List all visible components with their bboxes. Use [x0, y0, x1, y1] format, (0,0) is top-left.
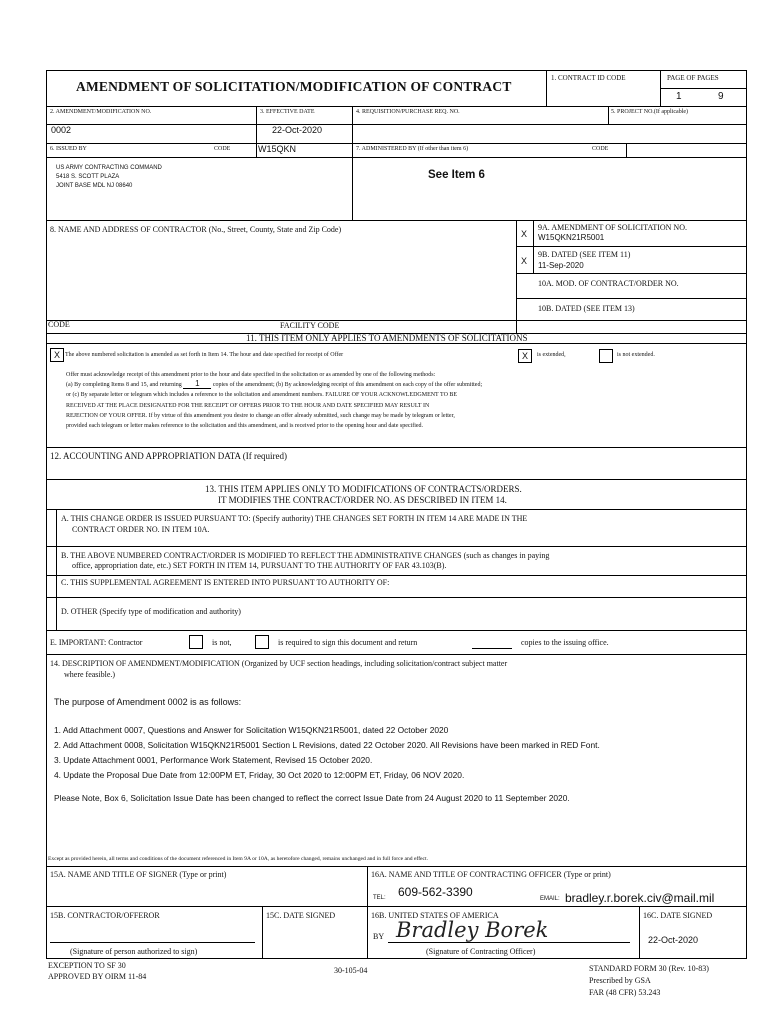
is-required-checkbox[interactable] — [255, 635, 269, 649]
important-label: E. IMPORTANT: Contractor — [50, 638, 143, 647]
effective-date-label: 3. EFFECTIVE DATE — [260, 109, 315, 115]
page-of-pages-label: PAGE OF PAGES — [667, 74, 719, 82]
is-not-label: is not, — [212, 638, 232, 647]
description-label-2: where feasible.) — [64, 670, 116, 679]
description-list — [54, 723, 600, 783]
instruction-line: (a) By completing Items 8 and 15, and returning 1 copies of the amendment; (b) By acknowledging receipt of this amendment on each copy of the offer submitted; — [66, 379, 483, 389]
item-13a-line2: CONTRACT ORDER NO. IN ITEM 10A. — [72, 525, 210, 534]
footer-form-code: 30-105-04 — [334, 966, 368, 975]
footer-exception: EXCEPTION TO SF 30 — [48, 961, 126, 970]
item-13c: C. THIS SUPPLEMENTAL AGREEMENT IS ENTERED INTO PURSUANT TO AUTHORITY OF: — [61, 578, 390, 587]
administered-by-label: 7. ADMINISTERED BY (If other than item 6) — [356, 146, 469, 152]
officer-name-label: 16A. NAME AND TITLE OF CONTRACTING OFFICER (Type or print) — [371, 870, 611, 879]
total-pages: 9 — [718, 91, 724, 102]
footer-prescribed: Prescribed by GSA — [589, 976, 651, 985]
amendment-no-value: 0002 — [51, 125, 72, 135]
not-extended-label: is not extended. — [617, 352, 655, 358]
extended-checkbox[interactable] — [518, 349, 532, 363]
box-9b-mark: X — [521, 256, 528, 266]
list-item: 1. Add Attachment 0007, Questions and Answer for Solicitation W15QKN21R5001, dated 22 October 2020 — [54, 725, 449, 735]
officer-signature: Bradley Borek — [396, 918, 549, 942]
administered-by-value: See Item 6 — [428, 169, 485, 181]
instruction-line: REJECTION OF YOUR OFFER. If by virtue of this amendment you desire to change an offer already submitted, such change may be made by telegram or letter, — [66, 412, 455, 419]
extended-label: is extended, — [537, 352, 566, 358]
description-note: Please Note, Box 6, Solicitation Issue Date has been changed to reflect the correct Issue Date from 24 August 2020 to 11 September 2020. — [54, 793, 570, 803]
project-no-label: 5. PROJECT NO.(If applicable) — [611, 109, 689, 115]
contract-id-code-label: 1. CONTRACT ID CODE — [551, 74, 626, 82]
amendment-no-label: 2. AMENDMENT/MODIFICATION NO. — [50, 109, 152, 115]
item-11-instructions — [66, 370, 482, 431]
contractor-label: 8. NAME AND ADDRESS OF CONTRACTOR (No., Street, County, State and Zip Code) — [50, 225, 342, 234]
description-label-1: 14. DESCRIPTION OF AMENDMENT/MODIFICATION (Organized by UCF section headings, including solicitation/contract subject matter — [50, 659, 508, 668]
issuer-address — [56, 164, 162, 191]
issuer-line: 5418 S. SCOTT PLAZA — [56, 174, 120, 180]
copies-field[interactable]: 1 — [183, 380, 211, 389]
tel-label: TEL: — [373, 895, 386, 901]
box-9b-value: 11-Sep-2020 — [538, 261, 584, 270]
description-intro: The purpose of Amendment 0002 is as follows: — [54, 697, 242, 707]
officer-date-value: 22-Oct-2020 — [648, 935, 699, 945]
issued-by-code-value: W15QKN — [258, 144, 297, 154]
item-11-mark: X — [53, 350, 60, 360]
issuer-line: JOINT BASE MDL NJ 08640 — [56, 183, 133, 189]
copies-label: copies to the issuing office. — [521, 638, 609, 647]
box-10b-label: 10B. DATED (SEE ITEM 13) — [538, 304, 635, 313]
email-value: bradley.r.borek.civ@mail.mil — [565, 891, 715, 905]
box-10a-label: 10A. MOD. OF CONTRACT/ORDER NO. — [538, 279, 679, 288]
return-copies-field[interactable] — [472, 648, 512, 649]
item-13a-line1: A. THIS CHANGE ORDER IS ISSUED PURSUANT TO: (Specify authority) THE CHANGES SET FORTH IN ITEM 14 ARE MADE IN THE — [61, 514, 528, 523]
instruction-line: RECEIVED AT THE PLACE DESIGNATED FOR THE RECEIPT OF OFFERS PRIOR TO THE HOUR AND DATE SPECIFIED MAY RESULT IN — [66, 402, 430, 409]
issuer-line: US ARMY CONTRACTING COMMAND — [56, 165, 162, 171]
except-text: Except as provided herein, all terms and conditions of the document referenced in Item 9A or 10A, as heretofore changed, remains unchanged and in full force and effect. — [48, 856, 428, 862]
issued-by-code-label: CODE — [214, 146, 231, 152]
tel-value: 609-562-3390 — [398, 885, 473, 899]
requisition-label: 4. REQUISITION/PURCHASE REQ. NO. — [356, 109, 460, 115]
page-number: 1 — [676, 91, 682, 102]
form-title: AMENDMENT OF SOLICITATION/MODIFICATION OF CONTRACT — [76, 79, 512, 94]
box-9a-label: 9A. AMENDMENT OF SOLICITATION NO. — [538, 223, 687, 232]
list-item: 4. Update the Proposal Due Date from 12:00PM ET, Friday, 30 Oct 2020 to 12:00PM ET, Friday, 06 NOV 2020. — [54, 770, 465, 780]
item-13b-line1: B. THE ABOVE NUMBERED CONTRACT/ORDER IS MODIFIED TO REFLECT THE ADMINISTRATIVE CHANGES (such as changes in paying — [61, 551, 550, 560]
accounting-label: 12. ACCOUNTING AND APPROPRIATION DATA (If required) — [50, 451, 288, 461]
contractor-code-label: CODE — [48, 320, 70, 329]
contractor-offeror-label: 15B. CONTRACTOR/OFFEROR — [50, 911, 160, 920]
item-13b-line2: office, appropriation date, etc.) SET FORTH IN ITEM 14, PURSUANT TO THE AUTHORITY OF FAR 43.103(B). — [72, 561, 447, 570]
footer-far: FAR (48 CFR) 53.243 — [589, 988, 661, 997]
instruction-line: or (c) By separate letter or telegram which includes a reference to the solicitation and amendment numbers. FAILURE OF YOUR ACKNOWLEDGMENT TO BE — [66, 392, 458, 399]
footer-approved: APPROVED BY OIRM 11-84 — [48, 972, 147, 981]
extended-mark: X — [521, 351, 528, 361]
contractor-signature-line[interactable] — [50, 942, 255, 943]
instruction-line: Offer must acknowledge receipt of this amendment prior to the hour and date specified in the solicitation or as amended by one of the following methods: — [66, 372, 436, 378]
item-11-text: The above numbered solicitation is amended as set forth in Item 14. The hour and date specified for receipt of Offer — [65, 352, 344, 358]
instruction-line: provided each telegram or letter makes reference to the solicitation and this amendment, and is received prior to the opening hour and date specified. — [66, 423, 424, 430]
effective-date-value: 22-Oct-2020 — [272, 125, 323, 135]
signer-caption: (Signature of person authorized to sign) — [70, 947, 198, 956]
box-9b-label: 9B. DATED (SEE ITEM 11) — [538, 250, 631, 259]
is-required-label: is required to sign this document and return — [278, 638, 418, 647]
united-states-label: 16B. UNITED STATES OF AMERICA — [371, 911, 499, 920]
administered-by-code-label: CODE — [592, 146, 609, 152]
box-9a-mark: X — [521, 229, 528, 239]
item-13-header-2: IT MODIFIES THE CONTRACT/ORDER NO. AS DESCRIBED IN ITEM 14. — [218, 495, 507, 505]
item-13-header-1: 13. THIS ITEM APPLIES ONLY TO MODIFICATIONS OF CONTRACTS/ORDERS. — [205, 484, 522, 494]
contractor-date-label: 15C. DATE SIGNED — [266, 911, 336, 920]
item-11-header: 11. THIS ITEM ONLY APPLIES TO AMENDMENTS OF SOLICITATIONS — [246, 333, 528, 343]
facility-code-label: FACILITY CODE — [280, 321, 340, 330]
list-item: 3. Update Attachment 0001, Performance Work Statement, Revised 15 October 2020. — [54, 755, 373, 765]
officer-signature-line — [388, 942, 630, 943]
by-label: BY — [373, 932, 385, 941]
is-not-checkbox[interactable] — [189, 635, 203, 649]
box-9a-value: W15QKN21R5001 — [538, 233, 605, 242]
not-extended-checkbox[interactable] — [599, 349, 613, 363]
issued-by-label: 6. ISSUED BY — [50, 146, 87, 152]
item-13d: D. OTHER (Specify type of modification and authority) — [61, 607, 241, 616]
list-item: 2. Add Attachment 0008, Solicitation W15QKN21R5001 Section L Revisions, dated 22 October 2020. All Revisions have been marked in RED Font. — [54, 740, 600, 750]
officer-date-label: 16C. DATE SIGNED — [643, 911, 713, 920]
footer-standard-form: STANDARD FORM 30 (Rev. 10-83) — [589, 964, 709, 973]
signer-name-label: 15A. NAME AND TITLE OF SIGNER (Type or print) — [50, 870, 227, 879]
officer-caption: (Signature of Contracting Officer) — [426, 947, 536, 956]
item-11-checkbox[interactable] — [50, 348, 64, 362]
email-label: EMAIL: — [540, 896, 560, 902]
